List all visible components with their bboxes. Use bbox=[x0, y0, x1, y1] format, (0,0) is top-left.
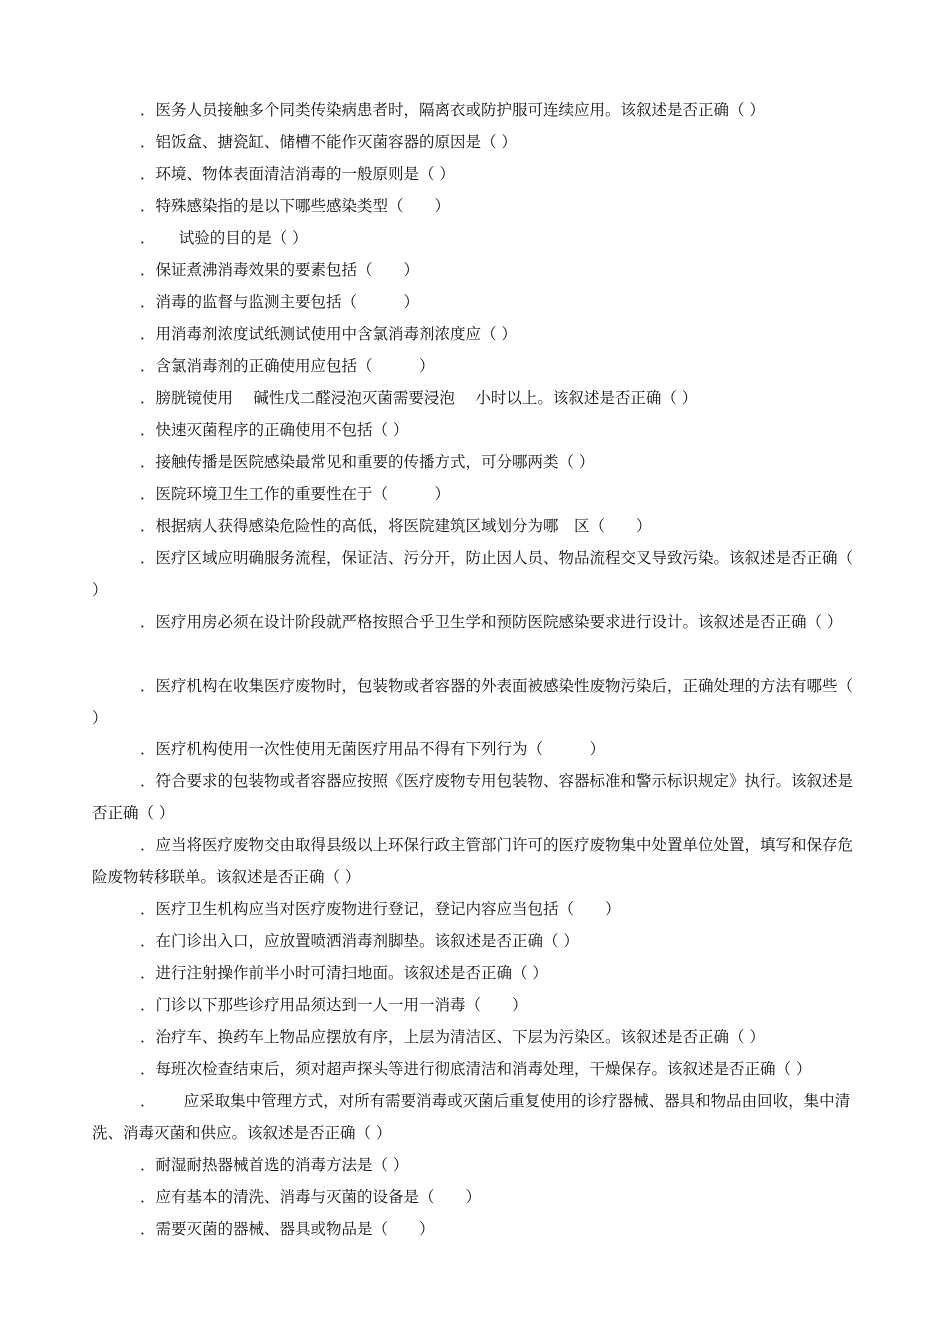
question-item: ．符合要求的包装物或者容器应按照《医疗废物专用包装物、容器标准和警示标识规定》执行。该叙述是否正确（ ） bbox=[92, 772, 854, 822]
question-item: ．医务人员接触多个同类传染病患者时，隔离衣或防护服可连续应用。该叙述是否正确（ ） bbox=[140, 101, 765, 119]
question-item: ．消毒的监督与监测主要包括（ ） bbox=[140, 293, 420, 311]
question-item: ．进行注射操作前半小时可清扫地面。该叙述是否正确（ ） bbox=[140, 964, 548, 982]
question-item: ．医疗机构在收集医疗废物时，包装物或者容器的外表面被感染性废物污染后，正确处理的方法有哪些（ ） bbox=[92, 677, 854, 727]
question-item: ．用消毒剂浓度试纸测试使用中含氯消毒剂浓度应（ ） bbox=[140, 325, 517, 343]
question-item: ．门诊以下那些诊疗用品须达到一人一用一消毒（ ） bbox=[140, 996, 528, 1014]
question-item: ．医院环境卫生工作的重要性在于（ ） bbox=[140, 485, 451, 503]
question-item: ．根据病人获得感染危险性的高低，将医院建筑区域划分为哪 区（ ） bbox=[140, 517, 652, 535]
question-item: ．特殊感染指的是以下哪些感染类型（ ） bbox=[140, 197, 451, 215]
question-item: ．快速灭菌程序的正确使用不包括（ ） bbox=[140, 421, 409, 439]
question-item: ．医疗区域应明确服务流程，保证洁、污分开，防止因人员、物品流程交叉导致污染。该叙述是否正确（ ） bbox=[92, 549, 854, 599]
question-item: ．耐湿耐热器械首选的消毒方法是（ ） bbox=[140, 1156, 409, 1174]
question-item: ．需要灭菌的器械、器具或物品是（ ） bbox=[140, 1220, 435, 1238]
question-item: ．医疗用房必须在设计阶段就严格按照合乎卫生学和预防医院感染要求进行设计。该叙述是否正确（ ） bbox=[140, 613, 843, 631]
question-item: ．医疗机构使用一次性使用无菌医疗用品不得有下列行为（ ） bbox=[140, 740, 606, 758]
question-item: ．含氯消毒剂的正确使用应包括（ ） bbox=[140, 357, 435, 375]
question-item: ．应有基本的清洗、消毒与灭菌的设备是（ ） bbox=[140, 1188, 482, 1206]
question-item: ．在门诊出入口，应放置喷洒消毒剂脚垫。该叙述是否正确（ ） bbox=[140, 932, 579, 950]
question-item: ．治疗车、换药车上物品应摆放有序，上层为清洁区、下层为污染区。该叙述是否正确（ ） bbox=[140, 1028, 765, 1046]
question-item: ．铝饭盒、搪瓷缸、储槽不能作灭菌容器的原因是（ ） bbox=[140, 133, 517, 151]
question-item: ．医疗卫生机构应当对医疗废物进行登记，登记内容应当包括（ ） bbox=[140, 900, 621, 918]
question-item: ．环境、物体表面清洁消毒的一般原则是（ ） bbox=[140, 165, 455, 183]
question-item: ． 试验的目的是（ ） bbox=[140, 229, 308, 247]
question-item: ．保证煮沸消毒效果的要素包括（ ） bbox=[140, 261, 420, 279]
question-item: ．每班次检查结束后，须对超声探头等进行彻底清洁和消毒处理，干燥保存。该叙述是否正确（ ） bbox=[140, 1060, 812, 1078]
question-item: ．膀胱镜使用 碱性戊二醛浸泡灭菌需要浸泡 小时以上。该叙述是否正确（ ） bbox=[140, 389, 698, 407]
question-item: ． 应采取集中管理方式，对所有需要消毒或灭菌后重复使用的诊疗器械、器具和物品由回收，集中清洗、消毒灭菌和供应。该叙述是否正确（ ） bbox=[92, 1092, 851, 1142]
question-item: ．应当将医疗废物交由取得县级以上环保行政主管部门许可的医疗废物集中处置单位处置，填写和保存危险废物转移联单。该叙述是否正确（ ） bbox=[92, 836, 854, 886]
question-item: ．接触传播是医院感染最常见和重要的传播方式，可分哪两类（ ） bbox=[140, 453, 595, 471]
